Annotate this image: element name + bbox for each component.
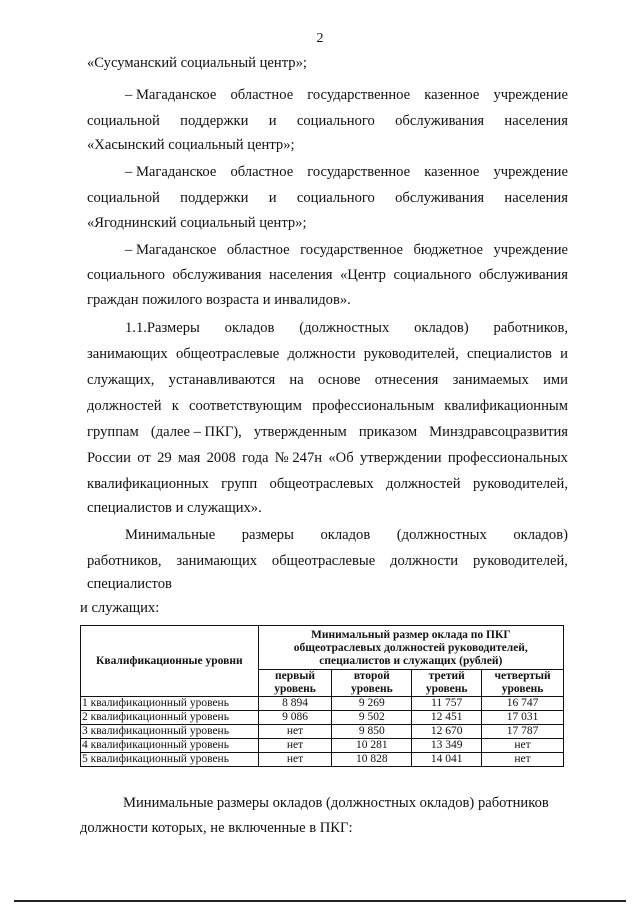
word: устанавливаются (168, 372, 276, 388)
table-header-levels: Квалификационные уровни (81, 626, 259, 697)
text-line-justified (87, 113, 568, 130)
table-cell: 17 031 (482, 711, 564, 725)
text-line-justified (87, 476, 568, 493)
table-cell: 12 451 (412, 711, 482, 725)
word: служащих, (87, 372, 155, 388)
page-edge-line (14, 900, 626, 902)
word: года (242, 450, 269, 466)
salary-table (80, 625, 564, 767)
word: окладов) (513, 527, 568, 543)
word: занимающих (87, 346, 168, 362)
word: 29 (157, 450, 172, 466)
word: 1.1.Размеры (125, 320, 200, 336)
table-cell: 10 281 (332, 739, 412, 753)
word: специалистов (466, 346, 552, 362)
word: приказом (358, 424, 418, 440)
word: населения (504, 190, 568, 206)
word: социальной (87, 113, 160, 129)
word: руководителей, (472, 476, 568, 492)
word: от (137, 450, 151, 466)
table-subheader: третий уровень (412, 670, 482, 697)
text-line: «Сусуманский социальный центр»; (87, 55, 307, 71)
word: к (171, 398, 179, 414)
table-subheader: второй уровень (332, 670, 412, 697)
word: общеотраслевых (269, 476, 374, 492)
table-cell: нет (258, 753, 332, 767)
text-line-justified (125, 164, 568, 181)
word: общеотраслевые (175, 346, 280, 362)
table-cell-level: 2 квалификационный уровень (81, 711, 259, 725)
word: социального (296, 113, 375, 129)
word: работников, (87, 553, 162, 569)
text-line-justified (87, 398, 568, 415)
table-row (81, 739, 564, 753)
word: и (268, 190, 277, 206)
text-line-justified (87, 424, 568, 441)
word: (должностных (299, 320, 390, 336)
word: учреждение (493, 87, 568, 103)
word: группам (87, 424, 139, 440)
word: общеотраслевые (271, 553, 376, 569)
word: казенное (424, 164, 480, 180)
word: бюджетное (413, 242, 483, 258)
word: профессиональных (447, 450, 568, 466)
word: утверждении (359, 450, 442, 466)
word: работников, (493, 320, 568, 336)
word: и (268, 113, 277, 129)
table-cell: 16 747 (482, 697, 564, 711)
table-cell: 17 787 (482, 725, 564, 739)
word: областное (230, 164, 294, 180)
word: (далее – ПКГ), (150, 424, 242, 440)
table-cell: 10 828 (332, 753, 412, 767)
word: руководителей, (363, 346, 459, 362)
text-line: должности которых, не включенные в ПКГ: (80, 820, 353, 836)
word: окладов) (414, 320, 469, 336)
text-line-justified (125, 242, 568, 259)
word: окладов (224, 320, 275, 336)
table-row (81, 753, 564, 767)
word: и (560, 346, 568, 362)
table-cell: нет (258, 739, 332, 753)
table-row (81, 725, 564, 739)
table-cell: 9 086 (258, 711, 332, 725)
word: обслуживания (478, 267, 568, 283)
table-cell-level: 3 квалификационный уровень (81, 725, 259, 739)
word: соответствующим (189, 398, 302, 414)
text-line: специалистов (87, 576, 172, 592)
word: социального (87, 267, 165, 283)
text-line-justified (87, 190, 568, 207)
text-line: и служащих: (80, 600, 160, 616)
word: государственное (307, 164, 411, 180)
text-line-justified (125, 87, 568, 104)
word: квалификационных (87, 476, 209, 492)
word: профессиональным (312, 398, 435, 414)
table-subheader: четвертый уровень (482, 670, 564, 697)
word: утвержденным (253, 424, 347, 440)
word: учреждение (493, 164, 568, 180)
word: руководителей, (472, 553, 568, 569)
table-cell: 12 670 (412, 725, 482, 739)
word: квалификационным (444, 398, 568, 414)
word: на (289, 372, 304, 388)
word: областное (226, 242, 290, 258)
word: занимаемых (452, 372, 529, 388)
table-cell: 9 502 (332, 711, 412, 725)
table-cell: 9 850 (332, 725, 412, 739)
word: государственное (300, 242, 403, 258)
word: Минимальные (125, 527, 216, 543)
word: социального (393, 267, 472, 283)
word: – Магаданское (125, 242, 217, 258)
word: занимающих (176, 553, 258, 569)
word: – Магаданское (125, 87, 217, 103)
word: социального (296, 190, 375, 206)
word: населения (504, 113, 568, 129)
word: поддержки (180, 190, 249, 206)
word: окладов (320, 527, 371, 543)
word: основе (317, 372, 361, 388)
text-line-justified (125, 320, 568, 337)
text-line-justified (87, 372, 568, 389)
word: обслуживания (172, 267, 262, 283)
word: «Об (328, 450, 354, 466)
word: учреждение (493, 242, 568, 258)
table-cell: 9 269 (332, 697, 412, 711)
text-line-justified (87, 450, 568, 467)
word: (должностных (396, 527, 487, 543)
word: населения (268, 267, 333, 283)
table-cell-level: 1 квалификационный уровень (81, 697, 259, 711)
word: областное (230, 87, 294, 103)
word: – Магаданское (125, 164, 217, 180)
word: 2008 (206, 450, 236, 466)
text-line: «Хасынский социальный центр»; (87, 137, 295, 153)
word: № 247н (274, 450, 323, 466)
table-cell: нет (258, 725, 332, 739)
table-cell-level: 5 квалификационный уровень (81, 753, 259, 767)
table-cell: нет (482, 753, 564, 767)
word: должностей (386, 476, 461, 492)
table-header-group: Минимальный размер оклада по ПКГ общеотраслевых должностей руководителей, специалистов и служащих (рублей) (258, 626, 563, 670)
table-cell: 8 894 (258, 697, 332, 711)
table-row (81, 711, 564, 725)
word: отнесения (374, 372, 439, 388)
table-cell: 11 757 (412, 697, 482, 711)
table-row (81, 697, 564, 711)
table-cell: 14 041 (412, 753, 482, 767)
word: России (87, 450, 131, 466)
word: казенное (424, 87, 480, 103)
word: размеры (241, 527, 294, 543)
word: социальной (87, 190, 160, 206)
word: должностей (87, 398, 162, 414)
table-cell: нет (482, 739, 564, 753)
text-line: специалистов и служащих». (87, 500, 262, 516)
text-line-justified (87, 267, 568, 284)
table-subheader: первый уровень (258, 670, 332, 697)
word: обслуживания (395, 190, 485, 206)
word: обслуживания (395, 113, 485, 129)
text-line: Минимальные размеры окладов (должностных окладов) работников (123, 795, 549, 811)
page-number: 2 (316, 31, 324, 46)
table-cell: 13 349 (412, 739, 482, 753)
word: Минздравсоцразвития (429, 424, 568, 440)
word: поддержки (180, 113, 249, 129)
table-cell-level: 4 квалификационный уровень (81, 739, 259, 753)
word: должности (390, 553, 459, 569)
word: мая (177, 450, 201, 466)
text-line: «Ягоднинский социальный центр»; (87, 215, 307, 231)
word: должности (287, 346, 356, 362)
text-line-justified (125, 527, 568, 544)
word: «Центр (339, 267, 386, 283)
text-line-justified (87, 346, 568, 363)
text-line: граждан пожилого возраста и инвалидов». (87, 292, 351, 308)
word: ими (543, 372, 568, 388)
word: государственное (307, 87, 411, 103)
word: групп (221, 476, 258, 492)
text-line-justified (87, 553, 568, 570)
